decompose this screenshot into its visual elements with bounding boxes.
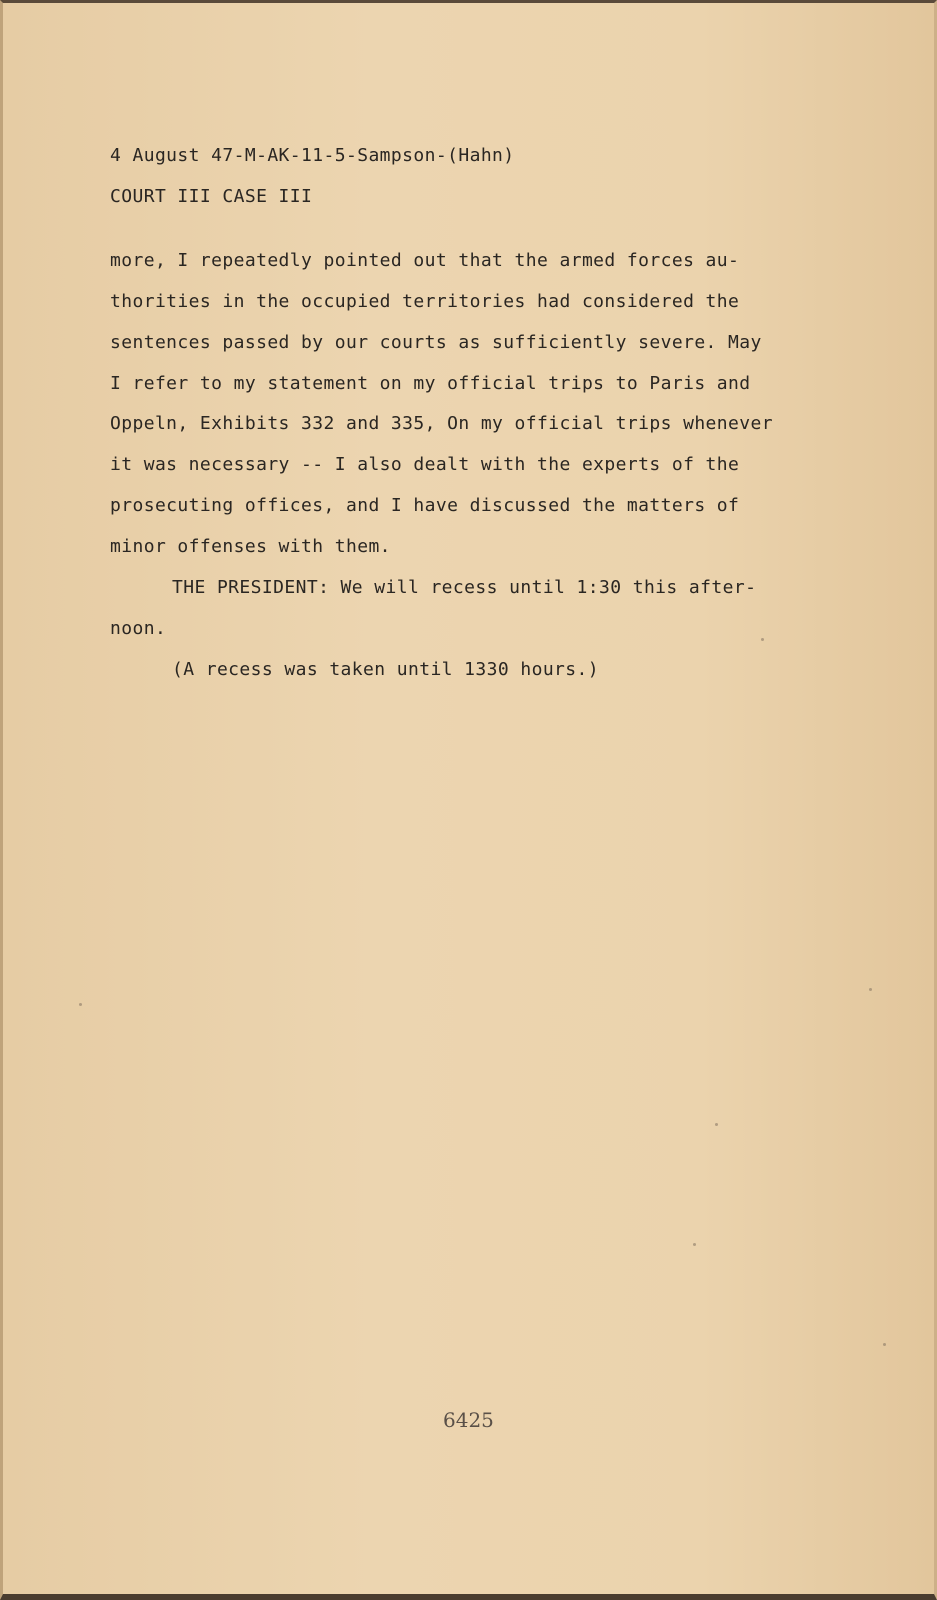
body-line: minor offenses with them. — [110, 536, 391, 557]
document-header-court-case: COURT III CASE III — [110, 186, 313, 207]
paper-speck — [693, 1243, 696, 1246]
body-line: Oppeln, Exhibits 332 and 335, On my official trips whenever — [110, 413, 773, 434]
body-line: it was necessary -- I also dealt with the experts of the — [110, 454, 740, 475]
document-header-date-line: 4 August 47-M-AK-11-5-Sampson-(Hahn) — [110, 145, 515, 166]
body-line: sentences passed by our courts as sufficiently severe. May — [110, 332, 762, 353]
body-line: more, I repeatedly pointed out that the armed forces au- — [110, 250, 740, 271]
president-statement: THE PRESIDENT: We will recess until 1:30 this after- — [172, 577, 757, 598]
paper-speck — [79, 1003, 82, 1006]
recess-note: (A recess was taken until 1330 hours.) — [172, 659, 600, 680]
paper-speck — [761, 638, 764, 641]
paper-speck — [883, 1343, 886, 1346]
page-number: 6425 — [443, 1408, 494, 1432]
body-line: noon. — [110, 618, 167, 639]
body-line: prosecuting offices, and I have discussed the matters of — [110, 495, 740, 516]
body-line: thorities in the occupied territories had considered the — [110, 291, 740, 312]
paper-speck — [715, 1123, 718, 1126]
body-line: I refer to my statement on my official trips to Paris and — [110, 373, 751, 394]
paper-speck — [869, 988, 872, 991]
